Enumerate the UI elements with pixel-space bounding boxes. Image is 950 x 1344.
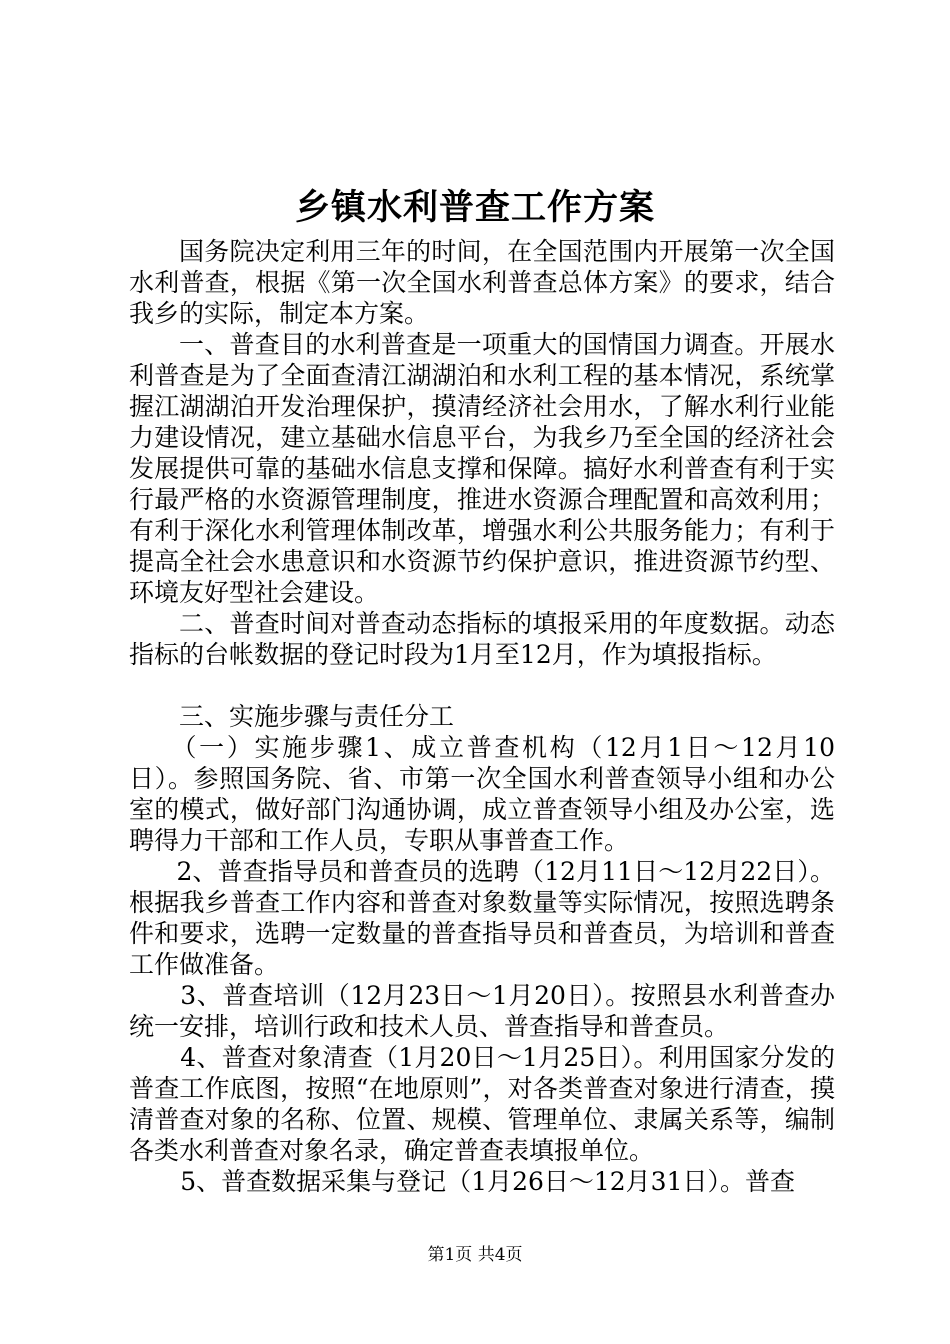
section-heading-steps: 三、实施步骤与责任分工 [179, 702, 455, 731]
paragraph-purpose: 一、普查目的水利普查是一项重大的国情国力调查。开展水利普查是为了全面查清江湖湖泊和水利工程的基本情况，系统掌握江湖湖泊开发治理保护，摸清经济社会用水，了解水利行业能力建设情况，建立基础水信息平台，为我乡乃至全国的经济社会发展提供可靠的基础水信息支撑和保障。搞好水利普查有利于实行最严格的水资源管理制度，推进水资源合理配置和高效利用；有利于深化水利管理体制改革，增强水利公共服务能力；有利于提高全社会水患意识和水资源节约保护意识，推进资源节约型、环境友好型社会建设。 [129, 330, 835, 607]
page-number-footer: 第1页 共4页 [427, 1245, 523, 1265]
paragraph-step-3: 3、普查培训（12月23日～1月20日）。按照县水利普查办统一安排，培训行政和技术人员、普查指导和普查员。 [129, 981, 835, 1041]
document-body [129, 236, 835, 1197]
paragraph-time: 二、普查时间对普查动态指标的填报采用的年度数据。动态指标的台帐数据的登记时段为1月至12月，作为填报指标。 [129, 609, 835, 669]
paragraph-intro: 国务院决定利用三年的时间，在全国范围内开展第一次全国水利普查，根据《第一次全国水利普查总体方案》的要求，结合我乡的实际，制定本方案。 [129, 237, 835, 328]
paragraph-step-2: 2、普查指导员和普查员的选聘（12月11日～12月22日）。根据我乡普查工作内容和普查对象数量等实际情况，按照选聘条件和要求，选聘一定数量的普查指导员和普查员，为培训和普查工作做准备。 [129, 857, 835, 979]
document-title: 乡镇水利普查工作方案 [294, 187, 655, 228]
paragraph-step-1: （一）实施步骤1、成立普查机构（12月1日～12月10日）。参照国务院、省、市第一次全国水利普查领导小组和办公室的模式，做好部门沟通协调，成立普查领导小组及办公室，选聘得力干部和工作人员，专职从事普查工作。 [129, 733, 835, 855]
paragraph-step-4: 4、普查对象清查（1月20日～1月25日）。利用国家分发的普查工作底图，按照“在地原则”，对各类普查对象进行清查，摸清普查对象的名称、位置、规模、管理单位、隶属关系等，编制各类水利普查对象名录，确定普查表填报单位。 [129, 1043, 835, 1165]
paragraph-step-5: 5、普查数据采集与登记（1月26日～12月31日）。普查 [180, 1167, 795, 1196]
